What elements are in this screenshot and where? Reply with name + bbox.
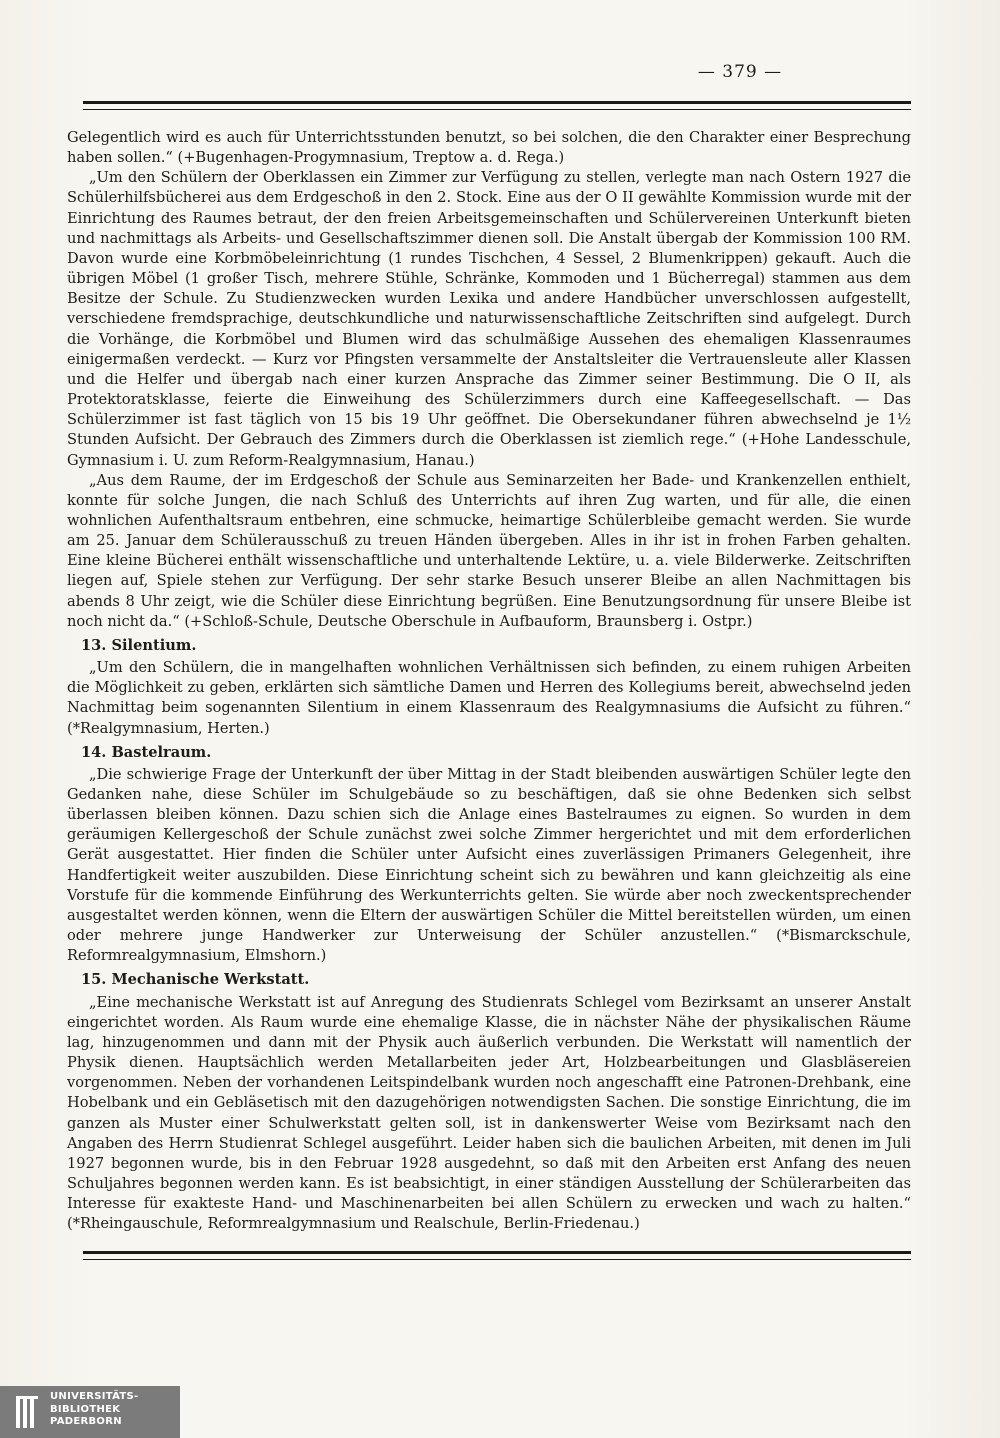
top-double-rule [83,101,911,110]
main-text [67,128,911,1234]
paragraph: „Eine mechanische Werkstatt ist auf Anregung des Studienrats Schlegel vom Bezirksamt an unserer Anstalt eingerichtet worden. Als Raum wurde eine ehemalige Klasse, die in nächster Nähe der physikalischen Räume lag, hinzugenommen und dann mit der Physik auch äußerlich verbunden. Die Werkstatt will namentlich der Physik dienen. Hauptsächlich werden Metallarbeiten jeder Art, Holzbearbeitungen und Glasbläsereien vorgenommen. Neben der vorhandenen Leitspindelbank wurden noch angeschafft eine Patronen-Drehbank, eine Hobelbank und ein Gebläsetisch mit den dazugehörigen notwendigsten Sachen. Die sonstige Einrichtung, die im ganzen als Muster einer Schulwerkstatt gelten soll, ist in dankenswerter Weise vom Bezirksamt nach den Angaben des Herrn Studienrat Schlegel ausgeführt. Leider haben sich die baulichen Arbeiten, mit denen im Juli 1927 begonnen wurde, bis in den Februar 1928 ausgedehnt, so daß mit den Arbeiten erst Anfang des neuen Schuljahres begonnen werden kann. Es ist beabsichtigt, in einer ständigen Ausstellung der Schülerarbeiten das Interesse für exakteste Hand- und Maschinenarbeiten bei allen Schülern zu erwecken und wach zu halten.“ (*Rheingauschule, Reformrealgymnasium und Realschule, Berlin-Friedenau.) [67,993,911,1233]
paragraph: „Aus dem Raume, der im Erdgeschoß der Schule aus Seminarzeiten her Bade- und Krankenzellen enthielt, konnte für solche Jungen, die nach Schluß des Unterrichts auf ihren Zug warten, und für alle, die einen wohnlichen Aufenthaltsraum entbehren, eine schmucke, heimartige Schülerbleibe gemacht werden. Sie wurde am 25. Januar dem Schülerausschuß zu treuen Händen übergeben. Alles in ihr ist in frohen Farben gehalten. Eine kleine Bücherei enthält wissenschaftliche und unterhaltende Lektüre, u. a. viele Bilderwerke. Zeitschriften liegen auf, Spiele stehen zur Verfügung. Der sehr starke Besuch unserer Bleibe an allen Nachmittagen bis abends 8 Uhr zeigt, wie die Schüler diese Einrichtung begrüßen. Eine Benutzungsordnung für unsere Bleibe ist noch nicht da.“ (+Schloß-Schule, Deutsche Oberschule in Aufbauform, Braunsberg i. Ostpr.) [67,471,911,630]
paragraph: „Die schwierige Frage der Unterkunft der über Mittag in der Stadt bleibenden auswärtigen Schüler legte den Gedanken nahe, diese Schüler im Schulgebäude so zu beschäftigen, daß sie ohne Bedenken sich selbst überlassen bleiben können. Dazu schien sich die Anlage eines Bastelraumes zu eignen. So wurden in dem geräumigen Kellergeschoß der Schule zunächst zwei solche Zimmer hergerichtet und mit dem erforderlichen Gerät ausgestattet. Hier finden die Schüler unter Aufsicht eines zuverlässigen Primaners Gelegenheit, ihre Handfertigkeit weiter auszubilden. Diese Einrichtung scheint sich zu bewähren und kann gleichzeitig als eine Vorstufe für die kommende Einführung des Werkunterrichts gelten. Sie würde aber noch zweckentsprechender ausgestaltet werden können, wenn die Eltern der auswärtigen Schüler die Mittel bereitstellen würden, um einen oder mehrere junge Handwerker zur Unterweisung der Schüler anzustellen.“ (*Bismarckschule, Reformrealgymnasium, Elmshorn.) [67,765,911,965]
logo-line-3: PADERBORN [50,1416,122,1427]
logo-line-2: BIBLIOTHEK [50,1403,121,1415]
section-heading-bastelraum: 14. Bastelraum. [81,743,212,761]
section-heading-silentium: 13. Silentium. [81,636,197,654]
section-heading-werkstatt: 15. Mechanische Werkstatt. [81,971,310,989]
library-emblem-icon [14,1394,40,1430]
bottom-double-rule [83,1251,911,1260]
page-number: — 379 — [697,62,783,82]
library-logo [0,1386,180,1438]
paragraph: „Um den Schülern, die in mangelhaften wohnlichen Verhältnissen sich befinden, zu einem ruhigen Arbeiten die Möglichkeit zu geben, erklärten sich sämtliche Damen und Herren des Kollegiums bereit, abwechselnd jeden Nachmittag beim sogenannten Silentium in einem Klassenraum des Realgymnasiums die Aufsicht zu führen.“ (*Realgymnasium, Herten.) [67,659,911,737]
paragraph: „Um den Schülern der Oberklassen ein Zimmer zur Verfügung zu stellen, verlegte man nach Ostern 1927 die Schülerhilfsbücherei aus dem Erdgeschoß in den 2. Stock. Eine aus der O II gewählte Kommission wurde mit der Einrichtung des Raumes betraut, der den freien Arbeitsgemeinschaften und Schülervereinen Unterkunft bieten und nachmittags als Arbeits- und Gesellschaftszimmer dienen soll. Die Anstalt übergab der Kommission 100 RM. Davon wurde eine Korbmöbeleinrichtung (1 rundes Tischchen, 4 Sessel, 2 Blumenkrippen) gekauft. Auch die übrigen Möbel (1 großer Tisch, mehrere Stühle, Schränke, Kommoden und 1 Bücherregal) stammen aus dem Besitze der Schule. Zu Studienzwecken wurden Lexika und andere Handbücher unverschlossen aufgestellt, verschiedene fremdsprachige, deutschkundliche und naturwissenschaftliche Zeitschriften sind aufgelegt. Durch die Vorhänge, die Korbmöbel und Blumen wird das schulmäßige Aussehen des ehemaligen Klassenraumes einigermaßen verdeckt. — Kurz vor Pfingsten versammelte der Anstaltsleiter die Vertrauensleute aller Klassen und die Helfer und übergab nach einer kurzen Ansprache das Zimmer seiner Bestimmung. Die O II, als Protektoratsklasse, feierte die Einweihung des Schülerzimmers durch eine Kaffeegesellschaft. — Das Schülerzimmer ist fast täglich von 15 bis 19 Uhr geöffnet. Die Obersekundaner führen abwechselnd je 1½ Stunden Aufsicht. Der Gebrauch des Zimmers durch die Oberklassen ist ziemlich rege.“ (+Hohe Landesschule, Gymnasium i. U. zum Reform-Realgymnasium, Hanau.) [67,169,911,469]
paragraph: Gelegentlich wird es auch für Unterrichtsstunden benutzt, so bei solchen, die den Charakter einer Besprechung haben sollen.“ (+Bugenhagen-Progymnasium, Treptow a. d. Rega.) [67,129,911,167]
logo-line-1: UNIVERSITÄTS- [50,1391,139,1402]
